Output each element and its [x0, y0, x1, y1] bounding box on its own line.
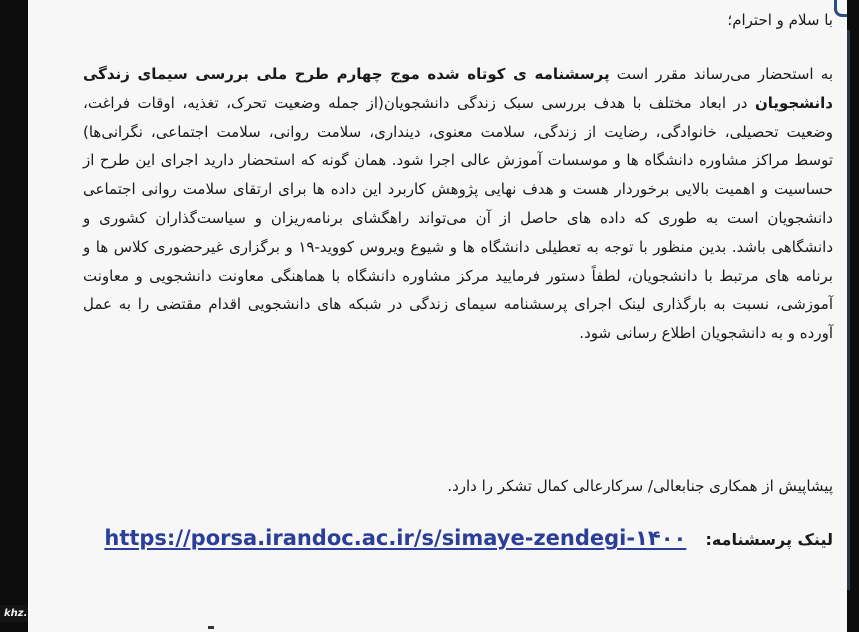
paragraph-body: در ابعاد مختلف با هدف بررسی سبک زندگی دانشجویان(از جمله وضعیت تحرک، تغذیه، اوقات فراغت، وضعیت تحصیلی، خانوادگی، رضایت از زندگی، سلامت معنوی، دینداری، سلامت روانی، سلامت اجتماعی، نگرانی‌ها) توسط مراکز مشاوره دانشگاه ها و موسسات آموزش عالی اجرا شود. همان گونه که استحضار دارید اجرای این طرح از حساسیت و اهمیت بالایی برخوردار هست و هدف نهایی پژوهش کاربرد این داده ها برای ارتقای سلامت روانی اجتماعی دانشجویان است به طوری که داده های حاصل از آن می‌تواند راهگشای برنامه‌ریزان و سیاست‌گذاران کشوری و دانشگاهی باشد. بدین منظور با توجه به تعطیلی دانشگاه ها و شیوع ویروس کووید-۱۹ و برگزاری غیرحضوری کلاس ها و برنامه های مرتبط با دانشجویان، لطفاً دستور فرمایید مرکز مشاوره دانشگاه با هماهنگی معاونت دانشجویی و معاونت آموزشی، نسبت به بارگذاری لینک اجرای پرسشنامه سیمای زندگی در شبکه های دانشجویی اقدام مقتضی را به عمل آورده و به دانشجویان اطلاع رسانی شود. — [83, 93, 833, 343]
survey-link-url[interactable]: https://porsa.irandoc.ac.ir/s/simaye-zendegi-۱۴۰۰ — [104, 526, 687, 550]
right-dark-border — [847, 0, 859, 632]
scan-speck — [208, 626, 214, 629]
left-dark-border — [0, 0, 28, 632]
greeting-line: با سلام و احترام؛ — [727, 11, 833, 29]
thanks-line: پیشاپیش از همکاری جنابعالی/ سرکارعالی کمال تشکر را دارد. — [447, 477, 833, 495]
corner-logo-fragment — [834, 0, 847, 17]
right-border-stripe — [847, 30, 850, 590]
paragraph-lead: به استحضار می‌رساند مقرر است — [609, 65, 833, 83]
survey-link-label: لینک پرسشنامه: — [705, 530, 833, 549]
watermark-prefix: khz. — [4, 608, 28, 619]
survey-title-bold: پرسشنامه ی کوتاه شده موج چهارم طرح ملی بررسی سیمای زندگی دانشجویان — [83, 65, 833, 112]
main-paragraph — [83, 60, 833, 348]
letter-page — [28, 0, 847, 632]
survey-link-line — [104, 526, 833, 550]
